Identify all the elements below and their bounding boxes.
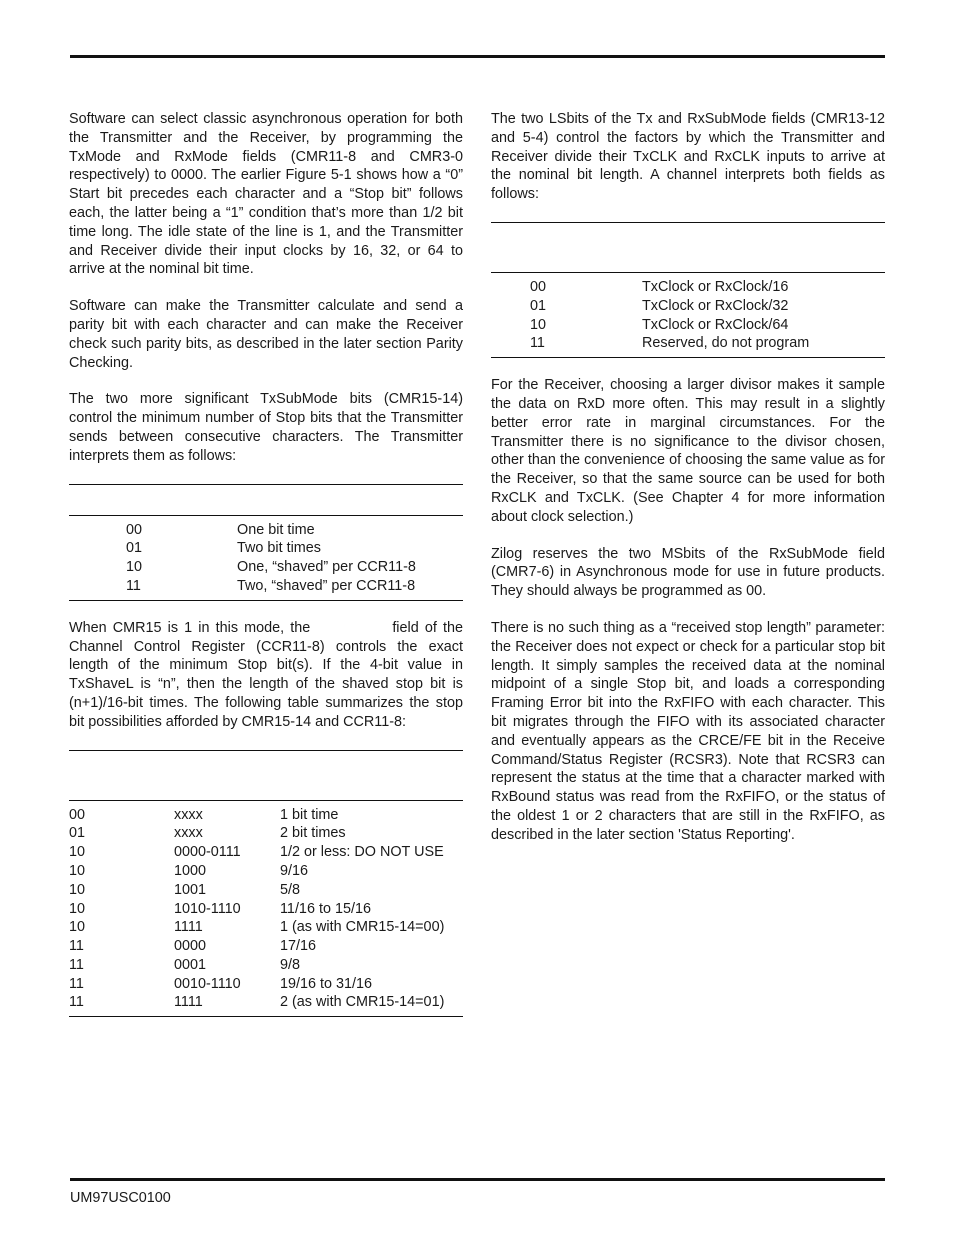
- paragraph-shave: When CMR15 is 1 in this mode, the field of the Channel Control Register (CCR11-8) controls the exact length of the minimum Stop bit(s). If the 4-bit value in TxShaveL is “n”, then the length of the shaved stop bit is (n+1)/16-bit times. The following table summarizes the stop bit possibilities afforded by CMR15-14 and CCR11-8:: [69, 619, 463, 730]
- clock-divisor-table: [491, 222, 885, 358]
- table-row: 11 0000 17/16: [69, 938, 317, 955]
- table-row: 10 1111 1 (as with CMR15-14=00): [69, 919, 445, 936]
- paragraph-async-operation: Software can select classic asynchronous operation for both the Transmitter and the Receiver, by programming the TxMode and RxMode fields (CMR11-8 and CMR3-0 respectively) to 0000. The earlier Figure 5-1 shows how a “0” Start bit precedes each character and a “Stop bit” follows each, the latter being a “1” condition that’s more than 1/2 bit time long. The idle state of the line is 1, and the Transmitter and Receiver divide their input clocks by 16, 32, or 64 to arrive at the nominal bit time.: [69, 111, 463, 278]
- table-rule: [69, 600, 463, 601]
- shaved-stop-table: [69, 750, 463, 1018]
- table-header: [69, 751, 463, 800]
- right-column: [491, 110, 885, 863]
- footer-doc-id: UM97USC0100: [70, 1190, 171, 1206]
- table-row: 01 TxClock or RxClock/32: [530, 297, 789, 314]
- paragraph-divisor: For the Receiver, choosing a larger divisor makes it sample the data on RxD more often. This may result in a slightly better error rate in marginal circumstances. For the Transmitter there is no significance to the divisor chosen, other than the convenience of choosing the same value as for the Receiver, so that the same source can be used for both RxCLK and TxCLK. (See Chapter 4 for more information about clock selection.): [491, 377, 885, 525]
- paragraph-stop-length: There is no such thing as a “received stop length” parameter: the Receiver does not expect or check for a particular stop bit length. It simply samples the received data at the nominal midpoint of a single Stop bit, and loads a corresponding Framing Error bit into the RxFIFO with each character. This bit migrates through the FIFO with its associated character and eventually appears as the CRCE/FE bit in the Receive Command/Status Register (RCSR3). Note that RCSR3 can represent the status at the time that a character marked with RxBound status was read from the RxFIFO, or the status of the oldest 1 or 2 characters that are still in the RxFIFO, as described in the later section 'Status Reporting'.: [491, 619, 885, 843]
- table-row: 00 xxxx 1 bit time: [69, 806, 339, 823]
- table-row: 11 0001 9/8: [69, 956, 301, 973]
- table-rule: [491, 357, 885, 358]
- left-column: [69, 110, 463, 1035]
- table-row: 10 TxClock or RxClock/64: [530, 316, 789, 333]
- table-row: 10 1000 9/16: [69, 862, 309, 879]
- paragraph-parity: Software can make the Transmitter calculate and send a parity bit with each character and can make the Receiver check such parity bits, as described in the later section Parity Checking.: [69, 298, 463, 371]
- stop-bits-table: [69, 484, 463, 601]
- table-row: 11 Reserved, do not program: [530, 335, 810, 352]
- table-row: 10 0000-0111 1/2 or less: DO NOT USE: [69, 844, 444, 861]
- table-row: 10 1001 5/8: [69, 881, 301, 898]
- paragraph-stop-bits: The two more significant TxSubMode bits (CMR15-14) control the minimum number of Stop bits that the Transmitter sends between consecutive characters. The Transmitter interprets them as follows:: [69, 391, 463, 464]
- table-row: 10 One, “shaved” per CCR11-8: [126, 559, 416, 576]
- table-row: 01 xxxx 2 bit times: [69, 825, 346, 842]
- table-row: 00 TxClock or RxClock/16: [530, 278, 789, 295]
- paragraph-clock-factors: The two LSbits of the Tx and RxSubMode fields (CMR13-12 and 5-4) control the factors by which the Transmitter and Receiver divide their TxCLK and RxCLK inputs to arrive at the nominal bit length. A channel interprets both fields as follows:: [491, 111, 885, 203]
- table-row: 01 Two bit times: [126, 540, 321, 557]
- table-row: 11 Two, “shaved” per CCR11-8: [126, 577, 416, 594]
- table-header: [69, 485, 463, 515]
- bottom-rule: [70, 1178, 885, 1181]
- top-rule: [70, 55, 885, 58]
- table-row: 11 0010-1110 19/16 to 31/16: [69, 975, 373, 992]
- table-header: [491, 223, 885, 272]
- table-row: 11 1111 2 (as with CMR15-14=01): [69, 994, 445, 1011]
- table-rule: [69, 1016, 463, 1017]
- table-row: 10 1010-1110 11/16 to 15/16: [69, 900, 371, 917]
- table-row: 00 One bit time: [126, 521, 315, 538]
- paragraph-reserved: Zilog reserves the two MSbits of the RxSubMode field (CMR7-6) in Asynchronous mode for use in future products. They should always be programmed as 00.: [491, 545, 885, 600]
